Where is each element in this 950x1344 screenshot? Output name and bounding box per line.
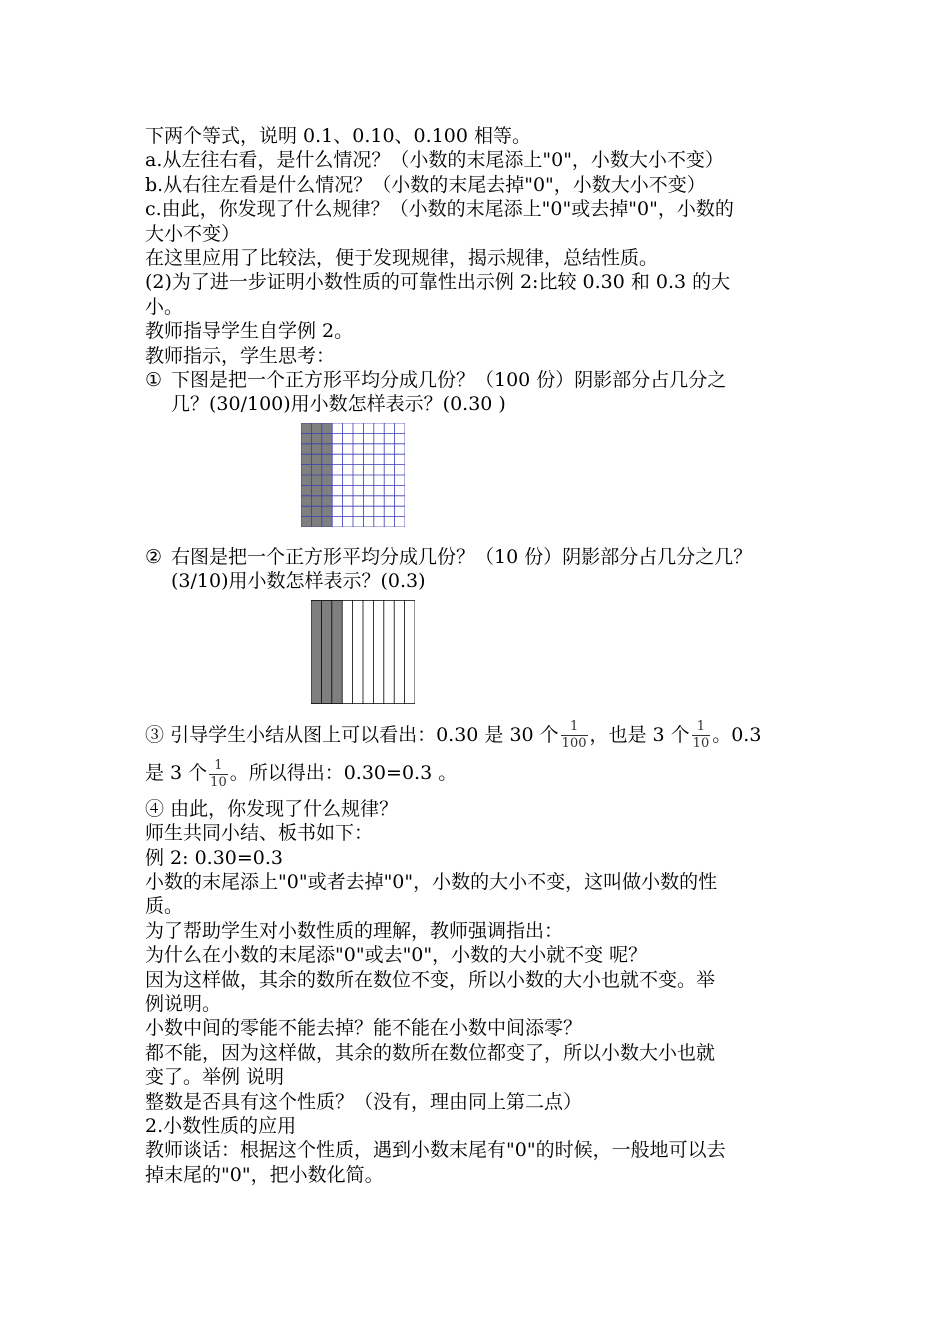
text-line: 因为这样做，其余的数所在数位不变，所以小数的大小也就不变。举 [145, 968, 716, 991]
shaded-region [311, 600, 342, 704]
text-line: 整数是否具有这个性质？（没有，理由同上第二点） [145, 1090, 583, 1113]
question-item-3-line-1 [145, 718, 825, 753]
fraction-numerator: 1 [696, 719, 706, 735]
fraction-one-tenth [209, 758, 228, 791]
text-line: 掉末尾的"0"，把小数化简。 [145, 1163, 384, 1186]
text-line: 小。 [145, 295, 184, 318]
text-line: 教师指导学生自学例 2。 [145, 320, 354, 343]
item-number-3: ③ [145, 723, 165, 746]
item-number-1: ① [145, 369, 163, 392]
text-line: 在这里应用了比较法，便于发现规律，揭示规律，总结性质。 [145, 247, 659, 270]
question-item-1 [145, 368, 825, 417]
text-line: c.由此，你发现了什么规律？（小数的末尾添上"0"或去掉"0"，小数的 [145, 198, 734, 221]
text-line: a.从左往右看，是什么情况？（小数的末尾添上"0"，小数大小不变） [145, 149, 724, 172]
summary-text-4: 是 3 个 [145, 762, 208, 785]
text-line: 小数的末尾添上"0"或者去掉"0"，小数的大小不变，这叫做小数的性 [145, 870, 718, 893]
question-1-line-2: 几？(30/100)用小数怎样表示？(0.30 ) [171, 393, 506, 416]
text-line: 变了。举例 说明 [145, 1066, 285, 1089]
item-number-4: ④ [145, 797, 165, 820]
text-line: 例 2: 0.30=0.3 [145, 846, 284, 869]
text-line: 都不能，因为这样做，其余的数所在数位都变了，所以小数大小也就 [145, 1041, 716, 1064]
question-item-3-line-2 [145, 756, 825, 791]
fraction-one-hundredth [561, 719, 588, 752]
text-line: 质。 [145, 895, 184, 918]
fraction-denominator: 10 [692, 736, 710, 752]
summary-text-3: 。0.3 [712, 723, 762, 746]
text-line: 教师谈话：根据这个性质，遇到小数末尾有"0"的时候，一般地可以去 [145, 1139, 726, 1162]
text-line: (2)为了进一步证明小数性质的可靠性出示例 2:比较 0.30 和 0.3 的大 [145, 271, 731, 294]
text-line: b.从右往左看是什么情况？（小数的末尾去掉"0"，小数大小不变） [145, 173, 706, 196]
question-4-text: 由此，你发现了什么规律？ [170, 797, 399, 820]
fraction-denominator: 10 [210, 774, 227, 790]
summary-text-1: 引导学生小结从图上可以看出：0.30 是 30 个 [170, 723, 559, 746]
summary-text-2: ，也是 3 个 [589, 723, 690, 746]
question-item-4 [145, 797, 825, 821]
text-line: 2.小数性质的应用 [145, 1114, 297, 1137]
text-line: 为了帮助学生对小数性质的理解，教师强调指出： [145, 919, 564, 942]
question-1-line-1: 下图是把一个正方形平均分成几份？（100 份）阴影部分占几分之 [171, 369, 727, 392]
text-line: 为什么在小数的末尾添"0"或去"0"，小数的大小就不变 呢？ [145, 944, 648, 967]
text-line: 小数中间的零能不能去掉？能不能在小数中间添零？ [145, 1017, 583, 1040]
question-2-line-1: 右图是把一个正方形平均分成几份？（10 份）阴影部分占几分之几？ [171, 545, 753, 568]
document-body [145, 124, 825, 1187]
fraction-one-tenth [692, 719, 711, 752]
hundred-grid-figure [301, 423, 405, 527]
text-line: 下两个等式，说明 0.1、0.10、0.100 相等。 [145, 125, 531, 147]
text-line: 例说明。 [145, 992, 222, 1015]
text-line: 大小不变） [145, 222, 241, 245]
text-line: 教师指示，学生思考： [145, 344, 336, 367]
fraction-numerator: 1 [214, 757, 223, 773]
item-number-2: ② [145, 545, 163, 568]
question-item-2 [145, 545, 825, 594]
question-2-line-2: (3/10)用小数怎样表示？(0.3) [171, 570, 426, 593]
fraction-numerator: 1 [569, 719, 579, 735]
fraction-denominator: 100 [561, 736, 587, 752]
summary-text-5: 。所以得出：0.30=0.3 。 [229, 762, 458, 785]
text-line: 师生共同小结、板书如下： [145, 822, 374, 845]
tenths-strip-figure [311, 600, 415, 704]
